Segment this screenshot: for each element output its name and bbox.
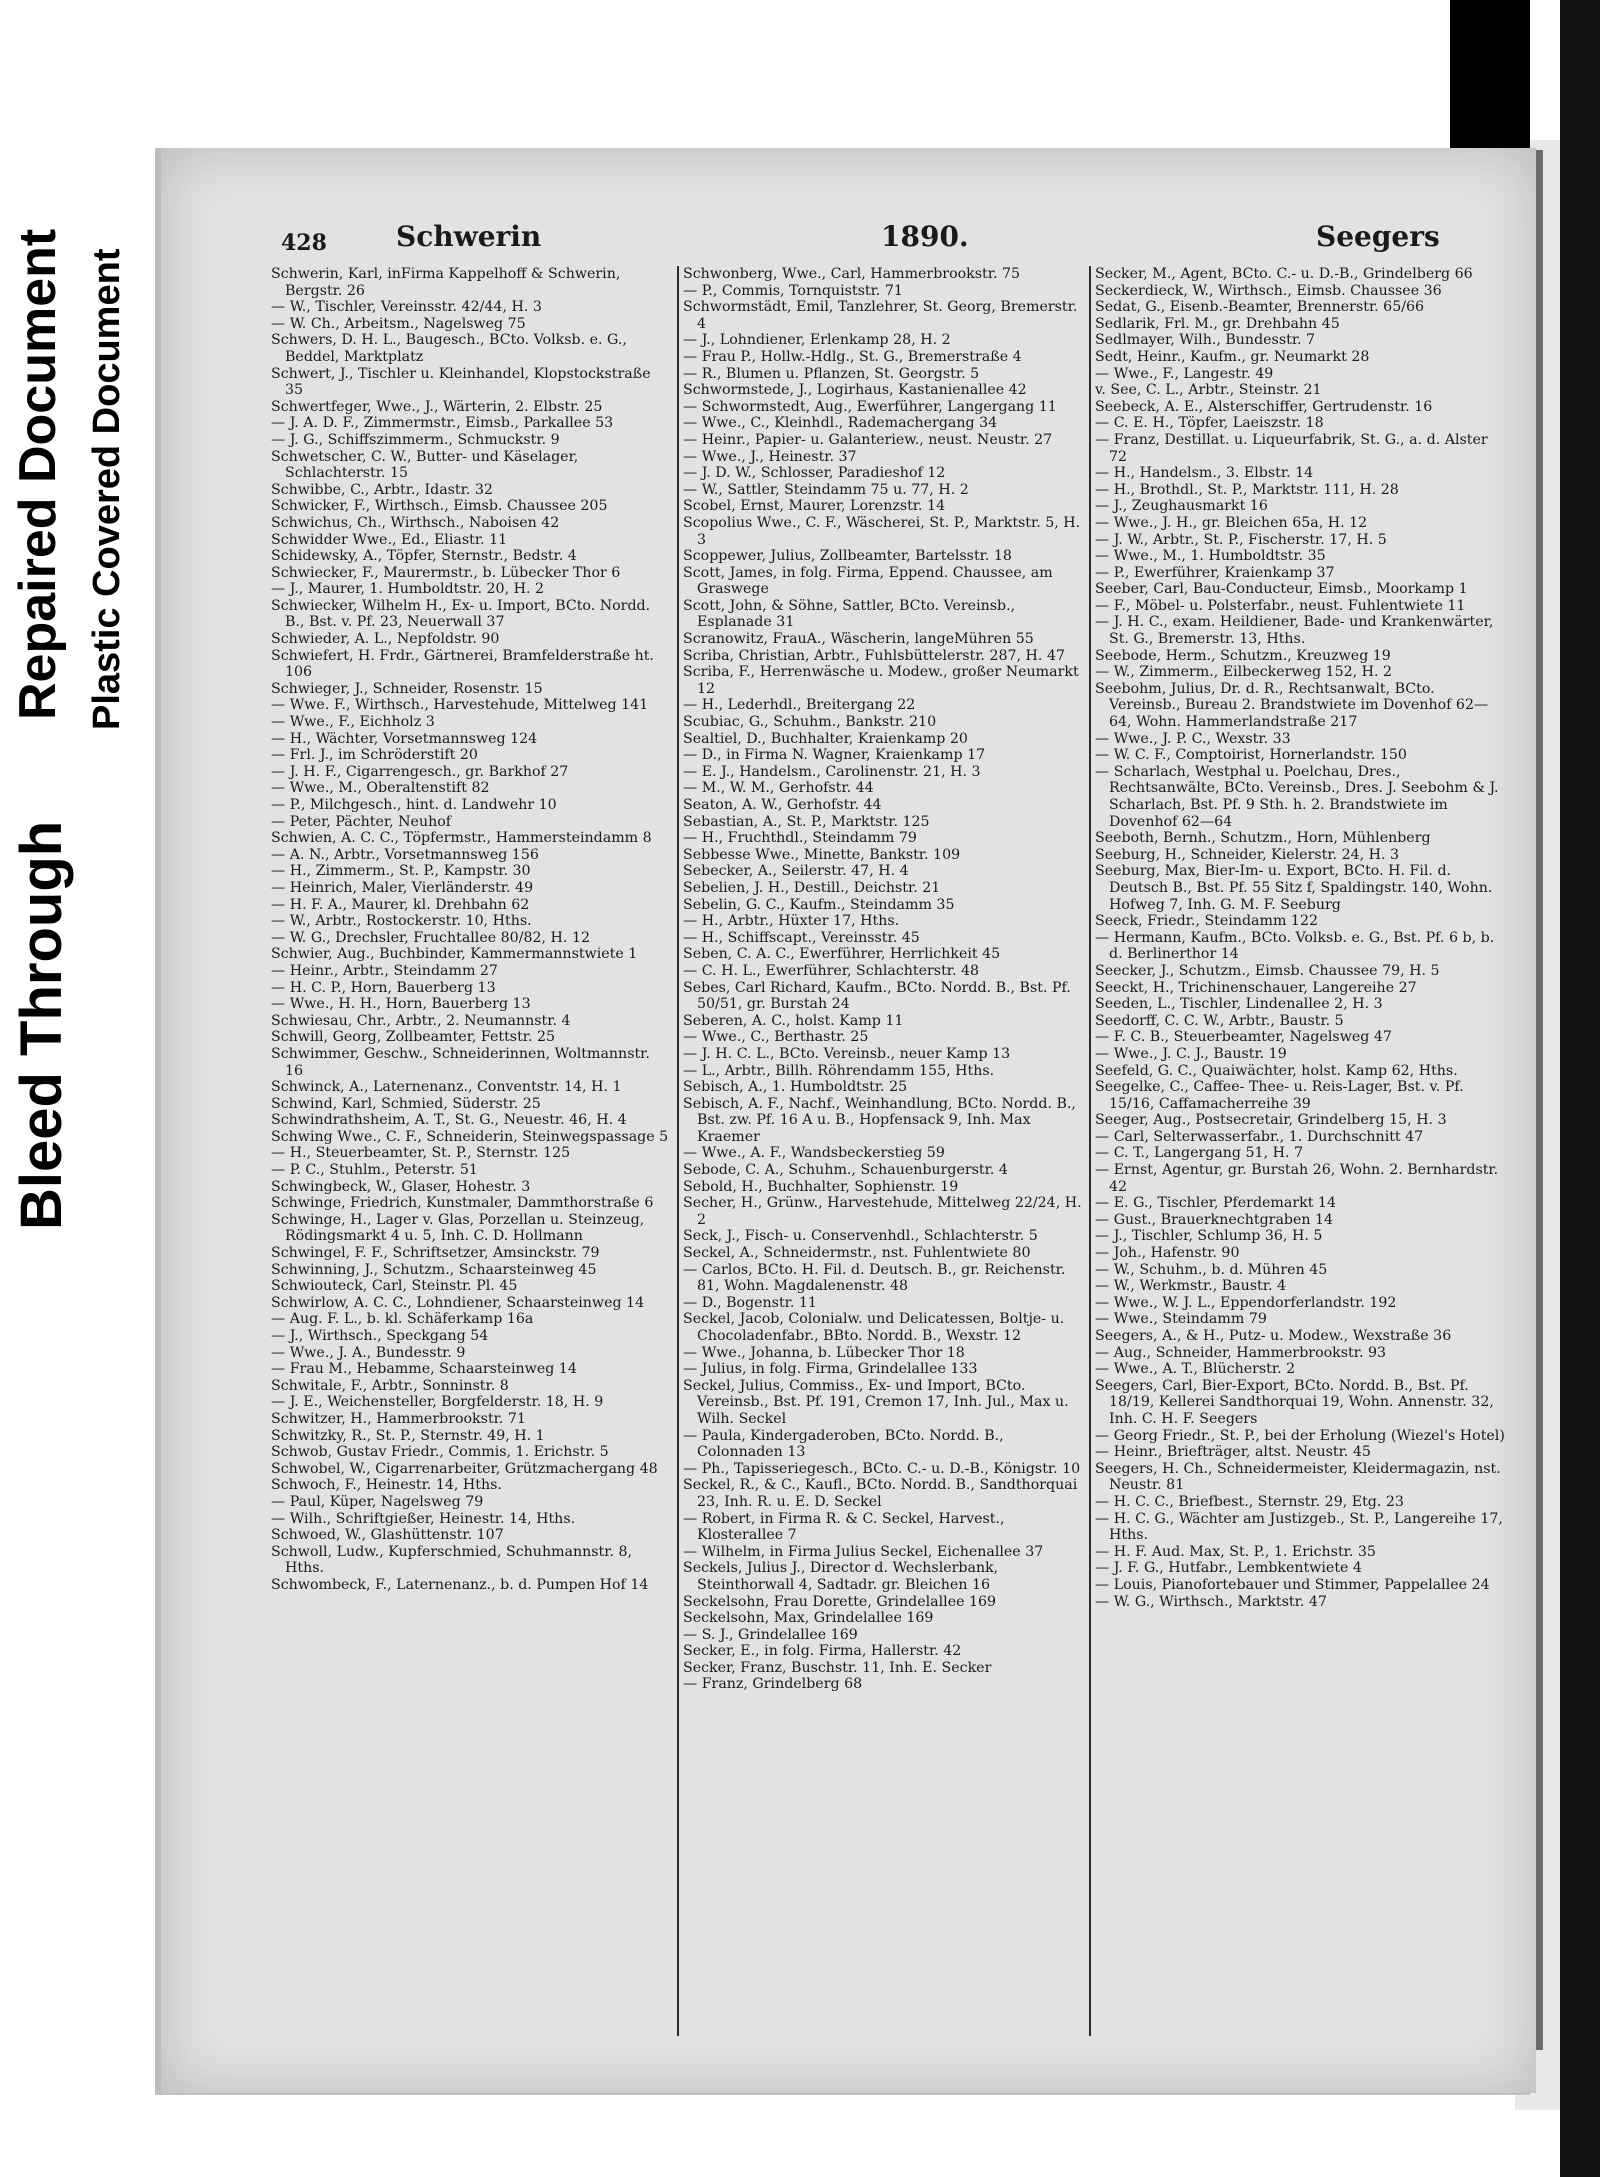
directory-entry: Seberen, A. C., holst. Kamp 11 xyxy=(683,1012,904,1029)
directory-entry: Seegelke, C., Caffee- Thee- u. Reis-Lager, Bst. v. Pf. 15/16, Caffamacherreihe 39 xyxy=(1095,1079,1464,1112)
directory-entry: — J. H. C., exam. Heildiener, Bade- und Krankenwärter, St. G., Bremerstr. 13, Hths. xyxy=(1095,614,1494,648)
directory-entry: — Robert, in Firma R. & C. Seckel, Harvest., Klosterallee 7 xyxy=(683,1510,1005,1544)
directory-entry: Schwonberg, Wwe., Carl, Hammerbrookstr. 75 xyxy=(683,266,1021,282)
directory-entry: Schwichus, Ch., Wirthsch., Naboisen 42 xyxy=(271,514,560,531)
directory-entry: Seegers, H. Ch., Schneidermeister, Kleidermagazin, nst. Neustr. 81 xyxy=(1095,1460,1501,1494)
directory-entry: — Schwormstedt, Aug., Ewerführer, Langergang 11 xyxy=(683,398,1057,415)
page-header xyxy=(271,220,1506,260)
directory-entry: — Wwe., Steindamm 79 xyxy=(1095,1311,1267,1328)
directory-entry: — D., Bogenstr. 11 xyxy=(683,1294,817,1311)
directory-entry: Schwibbe, C., Arbtr., Idastr. 32 xyxy=(271,481,493,498)
directory-entry: — Gust., Brauerknechtgraben 14 xyxy=(1095,1211,1334,1228)
directory-entry: — Paula, Kindergaderoben, BCto. Nordd. B., Colonnaden 13 xyxy=(683,1427,1004,1461)
directory-entry: Schwiecker, Wilhelm H., Ex- u. Import, BCto. Nordd. B., Bst. v. Pf. 23, Neuerwall 37 xyxy=(271,597,651,631)
directory-entry: Schwers, D. H. L., Baugesch., BCto. Volksb. e. G., Beddel, Marktplatz xyxy=(271,332,627,365)
directory-entry: — J. D. W., Schlosser, Paradieshof 12 xyxy=(683,465,946,482)
directory-entry: Sealtiel, D., Buchhalter, Kraienkamp 20 xyxy=(683,730,968,747)
directory-entry: Schwombeck, F., Laternenanz., b. d. Pumpen Hof 14 xyxy=(271,1576,649,1593)
directory-entry: — Franz, Grindelberg 68 xyxy=(683,1676,863,1693)
directory-entry: — E. J., Handelsm., Carolinenstr. 21, H. 3 xyxy=(683,763,981,780)
directory-entry: Schwirlow, A. C. C., Lohndiener, Schaarsteinweg 14 xyxy=(271,1294,645,1311)
directory-entry: Seegers, A., & H., Putz- u. Modew., Wexstraße 36 xyxy=(1095,1328,1452,1344)
directory-entry: — H., Steuerbeamter, St. P., Sternstr. 125 xyxy=(271,1145,571,1162)
directory-entry: Seeden, L., Tischler, Lindenallee 2, H. 3 xyxy=(1095,996,1383,1013)
directory-entry: Schwiouteck, Carl, Steinstr. Pl. 45 xyxy=(271,1278,518,1295)
directory-entry: Schwingel, F. F., Schriftsetzer, Amsinckstr. 79 xyxy=(271,1245,600,1262)
directory-entry: — J. G., Schiffszimmerm., Schmuckstr. 9 xyxy=(271,431,560,448)
directory-entry: Sedlmayer, Wilh., Bundesstr. 7 xyxy=(1095,332,1316,349)
directory-entry: — Heinr., Arbtr., Steindamm 27 xyxy=(271,962,498,979)
directory-entry: Sebecker, A., Seilerstr. 47, H. 4 xyxy=(683,863,909,880)
directory-entry: Seckel, R., & C., Kaufl., BCto. Nordd. B., Sandthorquai 23, Inh. R. u. E. D. Seckel xyxy=(683,1477,1078,1510)
directory-entry: Schwimmer, Geschw., Schneiderinnen, Woltmannstr. 16 xyxy=(271,1045,650,1079)
directory-entry: — H., Wächter, Vorsetmannsweg 124 xyxy=(271,730,538,747)
directory-entry: — Frl. J., im Schröderstift 20 xyxy=(271,747,478,764)
directory-entry: Scott, James, in folg. Firma, Eppend. Chaussee, am Graswege xyxy=(683,564,1053,598)
directory-entry: — H., Zimmerm., St. P., Kampstr. 30 xyxy=(271,863,531,880)
directory-entry: — J. H. F., Cigarrengesch., gr. Barkhof 27 xyxy=(271,763,569,780)
directory-entry: Secker, M., Agent, BCto. C.- u. D.-B., Grindelberg 66 xyxy=(1095,266,1473,282)
directory-entry: — Ph., Tapisseriegesch., BCto. C.- u. D.-B., Königstr. 10 xyxy=(683,1460,1081,1477)
directory-entry: — J. F. G., Hutfabr., Lembkentwiete 4 xyxy=(1095,1560,1362,1577)
directory-entry: — Carl, Selterwasserfabr., 1. Durchschnitt 47 xyxy=(1095,1128,1424,1145)
directory-entry: — Julius, in folg. Firma, Grindelallee 133 xyxy=(683,1361,978,1378)
directory-entry: Schwobel, W., Cigarrenarbeiter, Grützmachergang 48 xyxy=(271,1460,658,1477)
directory-entry: — Louis, Pianofortebauer und Stimmer, Pappelallee 24 xyxy=(1095,1576,1490,1593)
directory-entry: Seebode, Herm., Schutzm., Kreuzweg 19 xyxy=(1095,647,1391,664)
directory-entry: — Wwe., F., Langestr. 49 xyxy=(1095,365,1274,382)
directory-entry: — Aug. F. L., b. kl. Schäferkamp 16a xyxy=(271,1311,534,1328)
directory-entry: Seckerdieck, W., Wirthsch., Eimsb. Chaussee 36 xyxy=(1095,282,1442,299)
directory-entry: Scott, John, & Söhne, Sattler, BCto. Vereinsb., Esplanade 31 xyxy=(683,597,1016,631)
directory-entry: Sebode, C. A., Schuhm., Schauenburgerstr. 4 xyxy=(683,1162,1008,1179)
directory-entry: — H. F. Aud. Max, St. P., 1. Erichstr. 35 xyxy=(1095,1543,1376,1560)
directory-entry: — Scharlach, Westphal u. Poelchau, Dres., Rechtsanwälte, BCto. Vereinsb., Dres. J. Seebohm & J. Scharlach, Bst. Pf. 9 Sth. h. 2. Brandstwiete im Dovenhof 62—64 xyxy=(1095,763,1499,830)
directory-entry: — Frau P., Hollw.-Hdlg., St. G., Bremerstraße 4 xyxy=(683,348,1022,365)
directory-column-2 xyxy=(683,266,1083,2046)
right-running-title: Seegers xyxy=(1316,220,1440,253)
directory-entry: Seedorff, C. C. W., Arbtr., Baustr. 5 xyxy=(1095,1012,1344,1029)
directory-entry: Schwinck, A., Laternenanz., Conventstr. 14, H. 1 xyxy=(271,1079,622,1096)
directory-entry: — C. T., Langergang 51, H. 7 xyxy=(1095,1145,1304,1162)
directory-entry: Sedat, G., Eisenb.-Beamter, Brennerstr. 65/66 xyxy=(1095,299,1425,316)
directory-entry: Schwiecker, F., Maurermstr., b. Lübecker Thor 6 xyxy=(271,564,621,581)
directory-entry: Schwert, J., Tischler u. Kleinhandel, Klopstockstraße 35 xyxy=(271,365,651,399)
directory-entry: Schwinge, Friedrich, Kunstmaler, Dammthorstraße 6 xyxy=(271,1195,654,1212)
directory-entry: Schwormstede, J., Logirhaus, Kastanienallee 42 xyxy=(683,382,1027,399)
directory-entry: Secker, E., in folg. Firma, Hallerstr. 42 xyxy=(683,1643,962,1660)
directory-entry: Seegers, Carl, Bier-Export, BCto. Nordd. B., Bst. Pf. 18/19, Kellerei Sandthorquai 19, Wohn. Annenstr. 32, Inh. C. H. F. Seegers xyxy=(1095,1377,1494,1427)
directory-entry: Secker, Franz, Buschstr. 11, Inh. E. Secker xyxy=(683,1659,992,1676)
directory-entry: Sebelin, G. C., Kaufm., Steindamm 35 xyxy=(683,896,955,913)
directory-entry: — Wwe., J. A., Bundesstr. 9 xyxy=(271,1344,466,1361)
directory-entry: Schwieder, A. L., Nepfoldstr. 90 xyxy=(271,631,500,648)
directory-entry: — J., Lohndiener, Erlenkamp 28, H. 2 xyxy=(683,332,951,349)
directory-entry: — W., Schuhm., b. d. Mühren 45 xyxy=(1095,1261,1328,1278)
directory-entry: — Joh., Hafenstr. 90 xyxy=(1095,1245,1240,1262)
directory-entry: — Wwe. F., Wirthsch., Harvestehude, Mittelweg 141 xyxy=(271,697,649,714)
directory-entry: — J. E., Weichensteller, Borgfelderstr. 18, H. 9 xyxy=(271,1394,604,1411)
directory-entry: — Wwe., M., Oberaltenstift 82 xyxy=(271,780,490,797)
directory-entry: — J., Wirthsch., Speckgang 54 xyxy=(271,1328,489,1344)
directory-entry: — Franz, Destillat. u. Liqueurfabrik, St. G., a. d. Alster 72 xyxy=(1095,431,1488,465)
directory-entry: — H. C. C., Briefbest., Sternstr. 29, Etg. 23 xyxy=(1095,1493,1404,1510)
directory-entry: — H. C. G., Wächter am Justizgeb., St. P., Langereihe 17, Hths. xyxy=(1095,1510,1503,1544)
directory-entry: Schwind, Karl, Schmied, Süderstr. 25 xyxy=(271,1095,541,1112)
directory-entry: — J., Maurer, 1. Humboldtstr. 20, H. 2 xyxy=(271,581,545,598)
directory-entry: — J. A. D. F., Zimmermstr., Eimsb., Parkallee 53 xyxy=(271,415,614,432)
directory-entry: Scriba, F., Herrenwäsche u. Modew., großer Neumarkt 12 xyxy=(683,664,1079,697)
directory-entry: Seckel, A., Schneidermstr., nst. Fuhlentwiete 80 xyxy=(683,1245,1031,1262)
directory-entry: — Carlos, BCto. H. Fil. d. Deutsch. B., gr. Reichenstr. 81, Wohn. Magdalenenstr. 48 xyxy=(683,1261,1066,1295)
directory-entry: Seebohm, Julius, Dr. d. R., Rechtsanwalt, BCto. Vereinsb., Bureau 2. Brandstwiete im Dovenhof 62—64, Wohn. Hammerlandstraße 217 xyxy=(1095,680,1489,731)
directory-entry: Schwidder Wwe., Ed., Eliastr. 11 xyxy=(271,531,508,548)
directory-entry: Schwerin, Karl, inFirma Kappelhoff & Schwerin, Bergstr. 26 xyxy=(271,266,621,299)
directory-entry: — Heinr., Papier- u. Galanteriew., neust. Neustr. 27 xyxy=(683,431,1053,448)
directory-entry: — C. E. H., Töpfer, Laeiszstr. 18 xyxy=(1095,415,1324,432)
directory-entry: — Paul, Küper, Nagelsweg 79 xyxy=(271,1493,484,1510)
plastic-covered-document-label: Plastic Covered Document xyxy=(86,248,128,730)
directory-entry: Schwitzer, H., Hammerbrookstr. 71 xyxy=(271,1410,526,1427)
directory-entry: — M., W. M., Gerhofstr. 44 xyxy=(683,780,874,797)
directory-entry: — Wilhelm, in Firma Julius Seckel, Eichenallee 37 xyxy=(683,1543,1044,1560)
directory-entry: Schwieger, J., Schneider, Rosenstr. 15 xyxy=(271,680,543,697)
directory-entry: — Hermann, Kaufm., BCto. Volksb. e. G., Bst. Pf. 6 b, b. d. Berlinerthor 14 xyxy=(1095,929,1495,963)
directory-entry: — H., Handelsm., 3. Elbstr. 14 xyxy=(1095,465,1314,482)
directory-entry: — W., Arbtr., Rostockerstr. 10, Hths. xyxy=(271,913,532,930)
directory-entry: — H., Brothdl., St. P., Marktstr. 111, H. 28 xyxy=(1095,481,1399,498)
directory-entry: Seeger, Aug., Postsecretair, Grindelberg 15, H. 3 xyxy=(1095,1112,1447,1129)
column-divider xyxy=(677,266,679,2036)
directory-entry: Seben, C. A. C., Ewerführer, Herrlichkeit 45 xyxy=(683,946,1001,963)
directory-entry: Sebold, H., Buchhalter, Sophienstr. 19 xyxy=(683,1178,959,1195)
directory-entry: — W., Werkmstr., Baustr. 4 xyxy=(1095,1278,1286,1295)
directory-entry: Seecker, J., Schutzm., Eimsb. Chaussee 79, H. 5 xyxy=(1095,962,1440,979)
directory-entry: — P. C., Stuhlm., Peterstr. 51 xyxy=(271,1162,478,1179)
directory-entry: Schwertfeger, Wwe., J., Wärterin, 2. Elbstr. 25 xyxy=(271,398,603,415)
directory-entry: — Heinr., Briefträger, altst. Neustr. 45 xyxy=(1095,1444,1371,1461)
directory-entry: Secher, H., Grünw., Harvestehude, Mittelweg 22/24, H. 2 xyxy=(683,1195,1082,1228)
directory-entry: Sebastian, A., St. P., Marktstr. 125 xyxy=(683,813,930,830)
directory-entry: Seaton, A. W., Gerhofstr. 44 xyxy=(683,797,882,813)
directory-entry: — H., Arbtr., Hüxter 17, Hths. xyxy=(683,913,900,930)
page-bottom-edge xyxy=(155,2093,1530,2095)
directory-entry: v. See, C. L., Arbtr., Steinstr. 21 xyxy=(1095,382,1322,399)
directory-entry: — W. G., Drechsler, Fruchtallee 80/82, H. 12 xyxy=(271,929,590,946)
directory-entry: — W. G., Wirthsch., Marktstr. 47 xyxy=(1095,1593,1327,1610)
bleed-through-label: Bleed Through xyxy=(9,820,74,1230)
directory-entry: — Peter, Pächter, Neuhof xyxy=(271,813,452,830)
directory-column-1 xyxy=(271,266,671,2046)
directory-entry: Scobel, Ernst, Maurer, Lorenzstr. 14 xyxy=(683,498,946,515)
scanner-inner-edge xyxy=(1535,150,1543,2050)
directory-entry: Seeber, Carl, Bau-Conducteur, Eimsb., Moorkamp 1 xyxy=(1095,581,1468,598)
directory-entry: Schwoch, F., Heinestr. 14, Hths. xyxy=(271,1477,502,1494)
directory-entry: — Wwe., F., Eichholz 3 xyxy=(271,714,435,731)
left-running-title: Schwerin xyxy=(396,220,542,253)
directory-entry: Schidewsky, A., Töpfer, Sternstr., Bedstr. 4 xyxy=(271,548,577,565)
directory-entry: Schwoll, Ludw., Kupferschmied, Schuhmannstr. 8, Hths. xyxy=(271,1543,633,1577)
directory-entry: — W. Ch., Arbeitsm., Nagelsweg 75 xyxy=(271,315,526,332)
directory-entry: Schwinge, H., Lager v. Glas, Porzellan u. Steinzeug, Rödingsmarkt 4 u. 5, Inh. C. D. Hollmann xyxy=(271,1211,645,1245)
directory-entry: Sebisch, A. F., Nachf., Weinhandlung, BCto. Nordd. B., Bst. zw. Pf. 16 A u. B., Hopfensack 9, Inh. Max Kraemer xyxy=(683,1095,1076,1145)
directory-entry: — Wwe., A. F., Wandsbeckerstieg 59 xyxy=(683,1145,945,1162)
directory-entry: — Frau M., Hebamme, Schaarsteinweg 14 xyxy=(271,1361,577,1378)
directory-entry: — Wilh., Schriftgießer, Heinestr. 14, Hths. xyxy=(271,1510,576,1527)
directory-entry: Scranowitz, FrauA., Wäscherin, langeMühren 55 xyxy=(683,631,1034,648)
directory-entry: Sedt, Heinr., Kaufm., gr. Neumarkt 28 xyxy=(1095,348,1370,365)
directory-entry: — S. J., Grindelallee 169 xyxy=(683,1626,858,1643)
directory-entry: — Wwe., C., Kleinhdl., Rademachergang 34 xyxy=(683,415,998,432)
directory-entry: Schwindrathsheim, A. T., St. G., Neuestr. 46, H. 4 xyxy=(271,1112,627,1129)
directory-entry: — J., Tischler, Schlump 36, H. 5 xyxy=(1095,1228,1323,1245)
directory-entry: Seeburg, Max, Bier-Im- u. Export, BCto. H. Fil. d. Deutsch B., Bst. Pf. 55 Sitz f, Spaldingstr. 140, Wohn. Hofweg 7, Inh. G. M. F. Seeburg xyxy=(1095,863,1493,913)
directory-entry: — P., Commis, Tornquiststr. 71 xyxy=(683,282,903,299)
directory-entry: Scubiac, G., Schuhm., Bankstr. 210 xyxy=(683,714,937,731)
column-divider xyxy=(1089,266,1091,2036)
directory-entry: Seeckt, H., Trichinenschauer, Langereihe 27 xyxy=(1095,979,1417,996)
directory-entry: Sedlarik, Frl. M., gr. Drehbahn 45 xyxy=(1095,315,1340,332)
repaired-document-label: Repaired Document xyxy=(9,228,67,720)
directory-entry: Sebisch, A., 1. Humboldtstr. 25 xyxy=(683,1079,908,1096)
scanner-corner-shadow xyxy=(1450,0,1530,170)
directory-entry: — H., Fruchthdl., Steindamm 79 xyxy=(683,830,917,847)
directory-entry: — F., Möbel- u. Polsterfabr., neust. Fuhlentwiete 11 xyxy=(1095,597,1466,614)
directory-entry: — Wwe., C., Berthastr. 25 xyxy=(683,1029,869,1046)
directory-entry: — P., Ewerführer, Kraienkamp 37 xyxy=(1095,564,1335,581)
directory-entry: — Wwe., J. H., gr. Bleichen 65a, H. 12 xyxy=(1095,514,1368,531)
directory-entry: Sebes, Carl Richard, Kaufm., BCto. Nordd. B., Bst. Pf. 50/51, gr. Burstah 24 xyxy=(683,979,1071,1013)
directory-entry: Schwiefert, H. Frdr., Gärtnerei, Bramfelderstraße ht. 106 xyxy=(271,647,654,681)
directory-entry: Seebeck, A. E., Alsterschiffer, Gertrudenstr. 16 xyxy=(1095,398,1433,415)
directory-entry: — Wwe., H. H., Horn, Bauerberg 13 xyxy=(271,996,531,1013)
directory-entry: — J. H. C. L., BCto. Vereinsb., neuer Kamp 13 xyxy=(683,1045,1011,1062)
directory-entry: Seckel, Jacob, Colonialw. und Delicatessen, Boltje- u. Chocoladenfabr., BBto. Nordd. B., Wexstr. 12 xyxy=(683,1311,1065,1344)
directory-entry: Schwitzky, R., St. P., Sternstr. 49, H. 1 xyxy=(271,1427,545,1444)
directory-entry: — W. C. F., Comptoirist, Hornerlandstr. 150 xyxy=(1095,747,1407,764)
directory-entry: — F. C. B., Steuerbeamter, Nagelsweg 47 xyxy=(1095,1029,1392,1046)
directory-page xyxy=(155,148,1536,2093)
year-heading: 1890. xyxy=(881,220,969,253)
directory-entry: Schwicker, F., Wirthsch., Eimsb. Chaussee 205 xyxy=(271,498,608,515)
directory-entry: Seeburg, H., Schneider, Kielerstr. 24, H. 3 xyxy=(1095,846,1400,863)
directory-entry: — J. W., Arbtr., St. P., Fischerstr. 17, H. 5 xyxy=(1095,531,1387,548)
directory-entry: Scoppewer, Julius, Zollbeamter, Bartelsstr. 18 xyxy=(683,548,1012,565)
directory-entry: Seckels, Julius J., Director d. Wechslerbank, Steinthorwall 4, Sadtadr. gr. Bleichen 16 xyxy=(683,1560,999,1593)
directory-entry: — R., Blumen u. Pflanzen, St. Georgstr. 5 xyxy=(683,365,980,382)
directory-entry: Scopolius Wwe., C. F., Wäscherei, St. P., Marktstr. 5, H. 3 xyxy=(683,514,1081,548)
directory-entry: — E. G., Tischler, Pferdemarkt 14 xyxy=(1095,1195,1336,1212)
directory-entry: — Georg Friedr., St. P., bei der Erholung (Wiezel's Hotel) xyxy=(1095,1427,1505,1444)
directory-entry: — Wwe., Johanna, b. Lübecker Thor 18 xyxy=(683,1344,965,1361)
directory-entry: Seckel, Julius, Commiss., Ex- und Import, BCto. Vereinsb., Bst. Pf. 191, Cremon 17, Inh. Jul., Max u. Wilh. Seckel xyxy=(683,1377,1069,1427)
directory-entry: Schwill, Georg, Zollbeamter, Fettstr. 25 xyxy=(271,1029,556,1046)
directory-entry: — Wwe., J., Heinestr. 37 xyxy=(683,448,857,465)
directory-entry: Schwitale, F., Arbtr., Sonninstr. 8 xyxy=(271,1377,509,1394)
directory-entry: — H., Lederhdl., Breitergang 22 xyxy=(683,697,916,714)
scanner-right-border xyxy=(1560,0,1600,2177)
directory-entry: — Wwe., J. P. C., Wexstr. 33 xyxy=(1095,730,1291,747)
directory-entry: — A. N., Arbtr., Vorsetmannsweg 156 xyxy=(271,846,539,863)
directory-entry: — W., Sattler, Steindamm 75 u. 77, H. 2 xyxy=(683,481,969,498)
directory-entry: — W., Zimmerm., Eilbeckerweg 152, H. 2 xyxy=(1095,664,1393,681)
directory-entry: — H. C. P., Horn, Bauerberg 13 xyxy=(271,979,496,996)
directory-entry: — Aug., Schneider, Hammerbrookstr. 93 xyxy=(1095,1344,1387,1361)
directory-entry: — W., Tischler, Vereinsstr. 42/44, H. 3 xyxy=(271,299,542,316)
directory-entry: Schwingbeck, W., Glaser, Hohestr. 3 xyxy=(271,1178,531,1195)
directory-entry: — Ernst, Agentur, gr. Burstah 26, Wohn. 2. Bernhardstr. 42 xyxy=(1095,1162,1499,1195)
directory-entry: Schwier, Aug., Buchbinder, Kammermannstwiete 1 xyxy=(271,946,638,963)
directory-entry: — Wwe., M., 1. Humboldtstr. 35 xyxy=(1095,548,1326,565)
directory-entry: — Wwe., W. J. L., Eppendorferlandstr. 192 xyxy=(1095,1294,1397,1311)
directory-entry: Schwien, A. C. C., Töpfermstr., Hammersteindamm 8 xyxy=(271,830,652,847)
directory-entry: — P., Milchgesch., hint. d. Landwehr 10 xyxy=(271,797,557,813)
directory-entry: Schwoed, W., Glashüttenstr. 107 xyxy=(271,1527,504,1544)
directory-entry: Seckelsohn, Max, Grindelallee 169 xyxy=(683,1610,934,1627)
directory-entry: Schwob, Gustav Friedr., Commis, 1. Erichstr. 5 xyxy=(271,1444,609,1461)
directory-entry: Seefeld, G. C., Quaiwächter, holst. Kamp 62, Hths. xyxy=(1095,1062,1458,1079)
directory-entry: — J., Zeughausmarkt 16 xyxy=(1095,498,1268,515)
directory-entry: Seck, J., Fisch- u. Conservenhdl., Schlachterstr. 5 xyxy=(683,1228,1038,1245)
directory-entry: Schwing Wwe., C. F., Schneiderin, Steinwegspassage 5 xyxy=(271,1128,669,1145)
directory-entry: — L., Arbtr., Billh. Röhrendamm 155, Hths. xyxy=(683,1062,995,1079)
directory-entry: Scriba, Christian, Arbtr., Fuhlsbüttelerstr. 287, H. 47 xyxy=(683,647,1065,664)
directory-entry: Seckelsohn, Frau Dorette, Grindelallee 169 xyxy=(683,1593,997,1610)
directory-entry: — Heinrich, Maler, Vierländerstr. 49 xyxy=(271,879,534,896)
directory-entry: — H. F. A., Maurer, kl. Drehbahn 62 xyxy=(271,896,530,913)
page-number: 428 xyxy=(281,230,327,256)
directory-entry: Schwetscher, C. W., Butter- und Käselager, Schlachterstr. 15 xyxy=(271,448,579,482)
directory-entry: — Wwe., A. T., Blücherstr. 2 xyxy=(1095,1361,1296,1378)
directory-entry: Schwormstädt, Emil, Tanzlehrer, St. Georg, Bremerstr. 4 xyxy=(683,299,1078,332)
directory-column-3 xyxy=(1095,266,1505,2046)
directory-entry: Schwiesau, Chr., Arbtr., 2. Neumannstr. 4 xyxy=(271,1012,571,1029)
directory-entry: — H., Schiffscapt., Vereinsstr. 45 xyxy=(683,929,920,946)
directory-entry: Seeck, Friedr., Steindamm 122 xyxy=(1095,913,1318,930)
directory-entry: — Wwe., J. C. J., Baustr. 19 xyxy=(1095,1045,1287,1062)
directory-entry: Seeboth, Bernh., Schutzm., Horn, Mühlenberg xyxy=(1095,830,1431,847)
directory-entry: Schwinning, J., Schutzm., Schaarsteinweg 45 xyxy=(271,1261,597,1278)
directory-entry: Sebelien, J. H., Destill., Deichstr. 21 xyxy=(683,879,941,896)
directory-entry: — C. H. L., Ewerführer, Schlachterstr. 48 xyxy=(683,962,980,979)
directory-entry: — D., in Firma N. Wagner, Kraienkamp 17 xyxy=(683,747,986,764)
directory-entry: Sebbesse Wwe., Minette, Bankstr. 109 xyxy=(683,846,961,863)
